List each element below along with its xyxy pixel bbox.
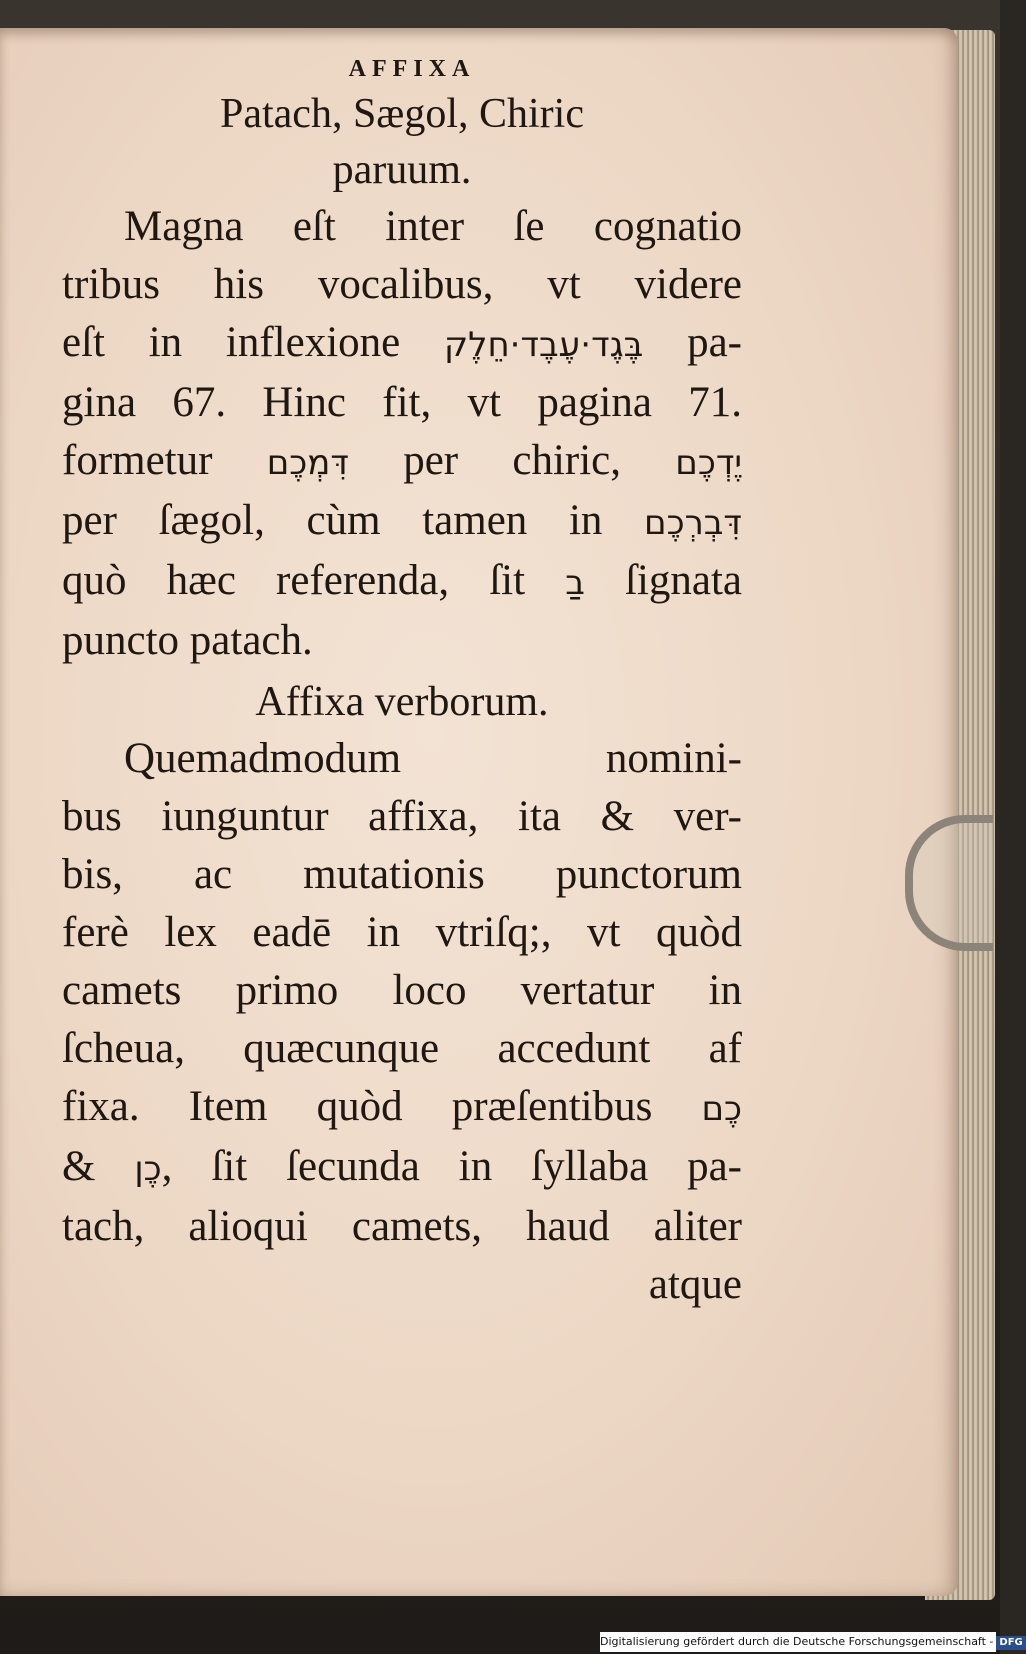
running-header: AFFIXA [348,56,476,82]
text-line [62,962,742,1020]
hebrew-word: בֶּגֶד·עֶבֶד·חֵלֶק [444,325,644,365]
text-line [62,492,742,552]
latin-text: , ſit ſecunda in ſyllaba pa- [161,1143,742,1190]
catchword: atque [648,1261,742,1308]
latin-text: formetur [62,437,267,484]
hebrew-word: בַ [565,563,585,603]
text-line [62,1138,742,1198]
latin-text: camets primo loco vertatur in [62,967,742,1014]
latin-text: per ſægol, cùm tamen in [62,497,645,544]
latin-text: ſignata [584,557,743,604]
latin-text: quò hæc referenda, ſit [62,557,566,604]
text-line [62,314,742,374]
text-line [62,730,742,788]
section-heading-vowels: Patach, Sægol, Chiric [220,91,584,137]
text-line [62,788,742,846]
latin-text: eſt in inflexione [62,319,444,366]
latin-text: bis, ac mutationis punctorum [62,851,742,898]
text-line [62,374,742,432]
credit-text: Digitalisierung gefördert durch die Deutsche Forschungsgemeinschaft - [600,1635,994,1648]
digitization-credit [600,1632,1023,1652]
latin-text: fixa. Item quòd præſentibus [62,1083,702,1130]
latin-text: bus iunguntur affixa, ita & ver- [62,793,742,840]
text-line [62,904,742,962]
text-line [62,1020,742,1078]
page-text [62,48,742,1314]
text-line [62,432,742,492]
latin-text: pa- [643,319,742,366]
text-line [62,1078,742,1138]
hebrew-word: כֶם [701,1089,742,1129]
latin-text: gina 67. Hinc fit, vt pagina 71. [62,379,742,426]
latin-text: per chiric, [348,437,676,484]
text-line [62,612,742,670]
latin-text: ſcheua, quæcunque accedunt af [62,1025,742,1072]
text-line [62,256,742,314]
text-line [62,552,742,612]
hebrew-word: דִּמְכֶם [266,443,349,483]
latin-text: Quemadmodum nomini- [124,735,742,782]
text-line [62,1198,742,1256]
dfg-logo: DFG [996,1636,1025,1650]
latin-text: puncto patach. [62,617,313,664]
section-heading-vowels-cont: paruum. [332,147,472,193]
latin-text: tribus his vocalibus, vt videre [62,261,742,308]
text-line [62,198,742,256]
section-heading-verb-affixes: Affixa verborum. [255,679,549,725]
latin-text: tach, alioqui camets, haud aliter [62,1203,742,1250]
paragraph-cognatio [62,198,742,670]
paragraph-quemadmodum [62,730,742,1256]
hebrew-word: כֶן [134,1149,162,1189]
latin-text: Magna eſt inter ſe cognatio [124,203,742,250]
hebrew-word: יֶדְכֶם [675,443,742,483]
latin-text: ferè lex eadē in vtriſq;, vt quòd [62,909,742,956]
latin-text: & [62,1143,135,1190]
hebrew-word: דִּבְרְכֶם [644,503,742,543]
text-line [62,846,742,904]
